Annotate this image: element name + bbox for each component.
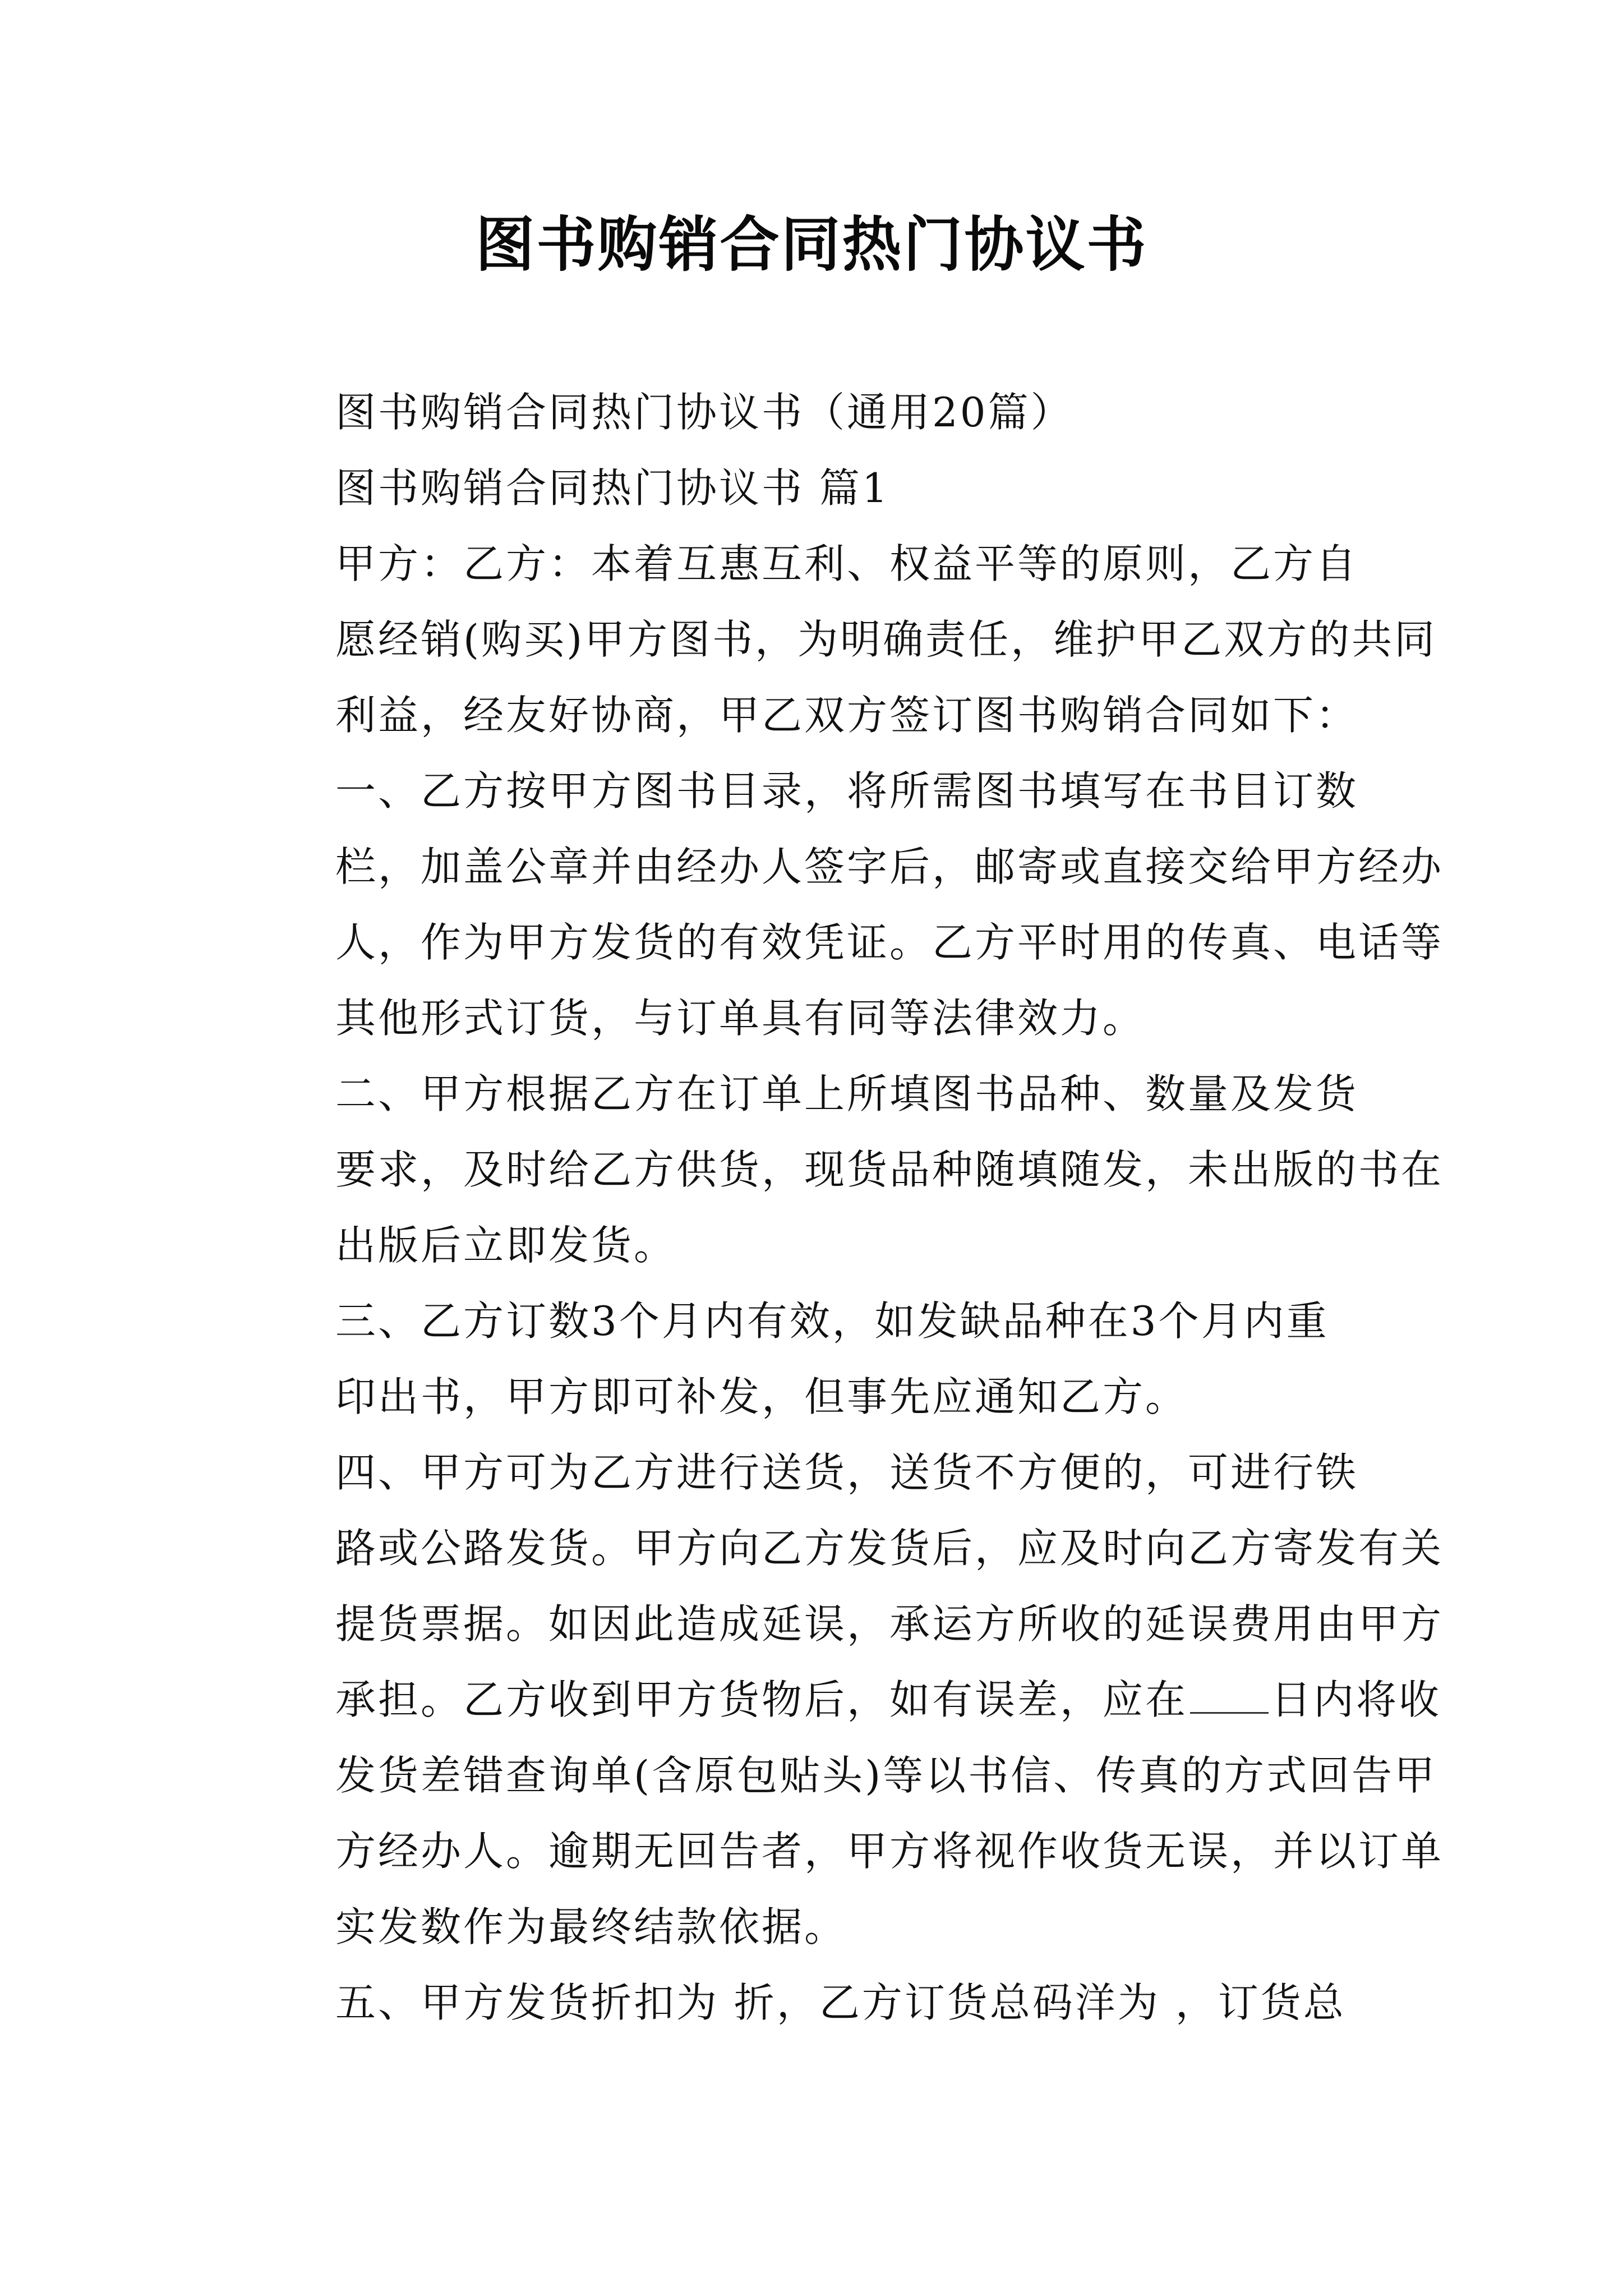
text-line: 要求，及时给乙方供货，现货品种随填随发，未出版的书在 <box>335 1146 1444 1193</box>
section-heading-paragraph <box>251 450 1395 526</box>
paragraph-clause-4 <box>251 1435 1444 1965</box>
text-line: 人，作为甲方发货的有效凭证。乙方平时用的传真、电话等 <box>335 919 1444 966</box>
text-line: 实发数作为最终结款依据。 <box>335 1903 847 1950</box>
text-line-with-blank <box>251 1662 1442 1738</box>
text-line: 二、甲方根据乙方在订单上所填图书品种、数量及发货 <box>335 1070 1359 1117</box>
text-line: 栏，加盖公章并由经办人签字后，邮寄或直接交给甲方经办 <box>335 843 1444 890</box>
subtitle-line: 图书购销合同热门协议书（通用20篇） <box>335 389 1073 436</box>
text-line: 路或公路发货。甲方向乙方发货后，应及时向乙方寄发有关 <box>335 1525 1444 1572</box>
paragraph-clause-5 <box>251 1965 1395 2041</box>
text-line: 三、乙方订数3个月内有效，如发缺品种在3个月内重 <box>335 1297 1329 1345</box>
text-line: 五、甲方发货折扣为 折，乙方订货总码洋为 ，订货总 <box>335 1979 1346 2026</box>
text-line: 发货差错查询单(含原包贴头)等以书信、传真的方式回告甲 <box>335 1752 1437 1799</box>
document-body <box>251 375 1444 2041</box>
paragraph-clause-1 <box>251 753 1444 1056</box>
text-line: 甲方：乙方：本着互惠互利、权益平等的原则，乙方自 <box>335 540 1359 587</box>
text-line: 四、甲方可为乙方进行送货，送货不方便的，可进行铁 <box>335 1449 1359 1496</box>
paragraph-preamble <box>251 526 1437 753</box>
text-line: 愿经销(购买)甲方图书，为明确责任，维护甲乙双方的共同 <box>335 616 1437 663</box>
text-line: 利益，经友好协商，甲乙双方签订图书购销合同如下： <box>335 692 1359 739</box>
text-line: 出版后立即发货。 <box>335 1222 677 1269</box>
subtitle-paragraph <box>251 375 1395 450</box>
document-title: 图书购销合同热门协议书 <box>475 210 1148 279</box>
text-line: 印出书，甲方即可补发，但事先应通知乙方。 <box>335 1373 1188 1420</box>
text-line: 其他形式订货，与订单具有同等法律效力。 <box>335 995 1146 1042</box>
text-line: 一、乙方按甲方图书目录，将所需图书填写在书目订数 <box>335 767 1359 815</box>
text-fragment: 承担。乙方收到甲方货物后，如有误差，应在 <box>335 1676 1188 1723</box>
paragraph-clause-2 <box>251 1056 1444 1283</box>
section-heading: 图书购销合同热门协议书 篇1 <box>335 464 890 512</box>
text-line: 方经办人。逾期无回告者，甲方将视作收货无误，并以订单 <box>335 1828 1444 1875</box>
paragraph-clause-3 <box>251 1283 1395 1435</box>
text-fragment: 日内将收 <box>1271 1676 1442 1723</box>
fill-in-blank <box>1190 1673 1269 1714</box>
text-line: 提货票据。如因此造成延误，承运方所收的延误费用由甲方 <box>335 1600 1444 1648</box>
